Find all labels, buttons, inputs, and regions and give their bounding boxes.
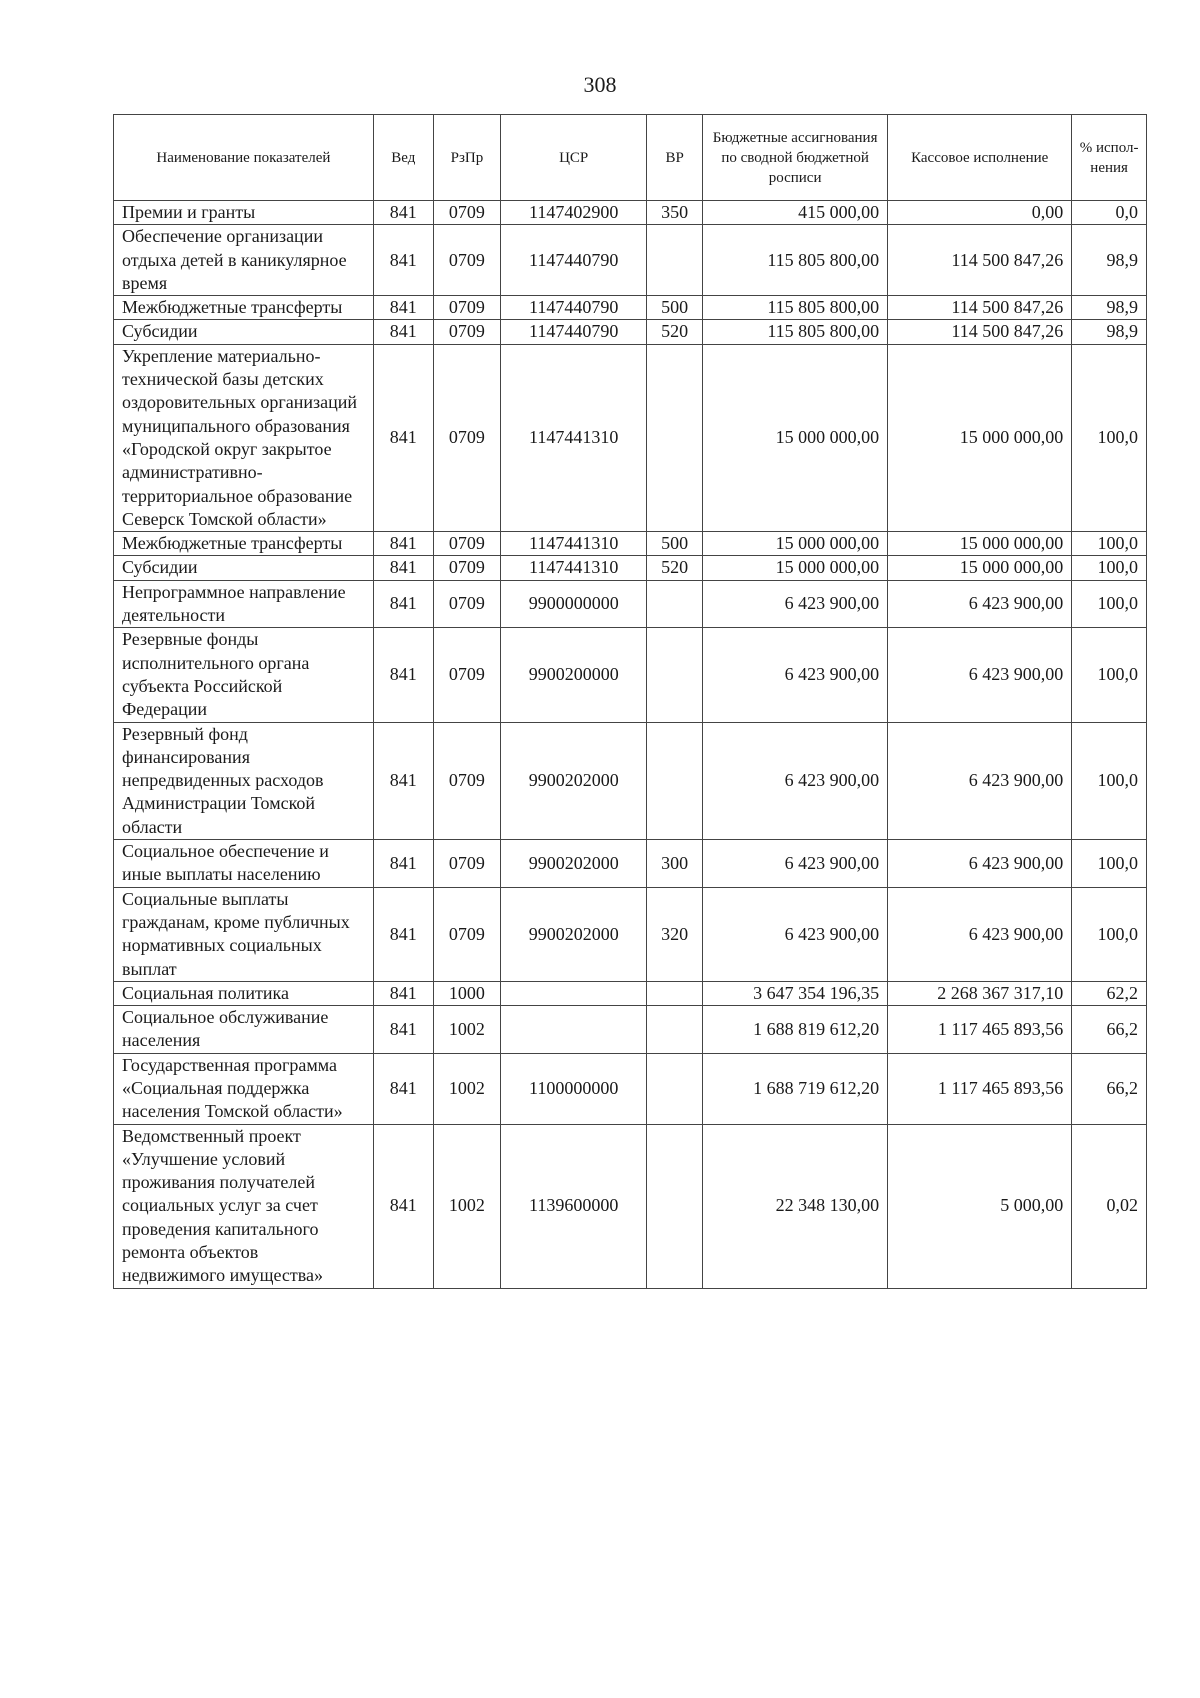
row-vr: 350 [647, 201, 703, 225]
row-name: Социальное обслуживание населения [114, 1006, 374, 1054]
row-vr: 520 [647, 320, 703, 344]
row-budget: 115 805 800,00 [703, 320, 888, 344]
table-row [114, 1124, 1147, 1288]
row-rzpr: 0709 [433, 201, 500, 225]
row-name: Субсидии [114, 320, 374, 344]
row-cash: 114 500 847,26 [888, 225, 1072, 296]
row-name: Обеспечение организации отдыха детей в каникулярное время [114, 225, 374, 296]
row-budget: 15 000 000,00 [703, 556, 888, 580]
row-pct: 100,0 [1072, 628, 1147, 722]
table-row [114, 344, 1147, 531]
row-csr: 1139600000 [501, 1124, 647, 1288]
row-rzpr: 0709 [433, 296, 500, 320]
row-ved: 841 [373, 722, 433, 839]
row-budget: 6 423 900,00 [703, 887, 888, 981]
row-budget: 6 423 900,00 [703, 628, 888, 722]
row-cash: 6 423 900,00 [888, 887, 1072, 981]
row-rzpr: 0709 [433, 320, 500, 344]
row-budget: 15 000 000,00 [703, 344, 888, 531]
table-row [114, 887, 1147, 981]
row-vr [647, 225, 703, 296]
header-cash: Кассовое исполнение [888, 115, 1072, 201]
row-csr: 1147441310 [501, 532, 647, 556]
row-ved: 841 [373, 320, 433, 344]
row-vr [647, 722, 703, 839]
table-row [114, 1006, 1147, 1054]
row-name: Субсидии [114, 556, 374, 580]
row-budget: 22 348 130,00 [703, 1124, 888, 1288]
row-vr [647, 981, 703, 1005]
row-rzpr: 0709 [433, 722, 500, 839]
row-ved: 841 [373, 344, 433, 531]
row-pct: 100,0 [1072, 580, 1147, 628]
row-rzpr: 0709 [433, 628, 500, 722]
row-ved: 841 [373, 201, 433, 225]
row-cash: 15 000 000,00 [888, 344, 1072, 531]
row-rzpr: 0709 [433, 580, 500, 628]
row-pct: 98,9 [1072, 225, 1147, 296]
row-budget: 3 647 354 196,35 [703, 981, 888, 1005]
row-ved: 841 [373, 887, 433, 981]
row-pct: 62,2 [1072, 981, 1147, 1005]
row-budget: 6 423 900,00 [703, 580, 888, 628]
row-pct: 100,0 [1072, 532, 1147, 556]
table-row [114, 201, 1147, 225]
row-name: Социальное обеспечение и иные выплаты населению [114, 840, 374, 888]
row-pct: 98,9 [1072, 296, 1147, 320]
row-pct: 0,02 [1072, 1124, 1147, 1288]
row-vr: 320 [647, 887, 703, 981]
row-ved: 841 [373, 225, 433, 296]
row-rzpr: 0709 [433, 532, 500, 556]
table-header-row [114, 115, 1147, 201]
row-name: Премии и гранты [114, 201, 374, 225]
header-vr: ВР [647, 115, 703, 201]
row-name: Ведомственный проект «Улучшение условий проживания получателей социальных услуг за счет проведения капитального ремонта объектов недвижимого имущества» [114, 1124, 374, 1288]
row-name: Государственная программа «Социальная поддержка населения Томской области» [114, 1053, 374, 1124]
row-name: Межбюджетные трансферты [114, 532, 374, 556]
row-rzpr: 1000 [433, 981, 500, 1005]
table-row [114, 981, 1147, 1005]
row-csr: 9900202000 [501, 840, 647, 888]
row-cash: 6 423 900,00 [888, 580, 1072, 628]
row-rzpr: 0709 [433, 887, 500, 981]
page-number: 308 [583, 72, 617, 97]
row-vr: 500 [647, 532, 703, 556]
row-name: Резервные фонды исполнительного органа субъекта Российской Федерации [114, 628, 374, 722]
row-cash: 15 000 000,00 [888, 556, 1072, 580]
row-budget: 415 000,00 [703, 201, 888, 225]
row-cash: 114 500 847,26 [888, 296, 1072, 320]
header-pct: % испол-нения [1072, 115, 1147, 201]
row-pct: 98,9 [1072, 320, 1147, 344]
row-csr: 9900202000 [501, 887, 647, 981]
row-rzpr: 1002 [433, 1053, 500, 1124]
row-cash: 15 000 000,00 [888, 532, 1072, 556]
row-ved: 841 [373, 556, 433, 580]
row-ved: 841 [373, 840, 433, 888]
row-cash: 6 423 900,00 [888, 722, 1072, 839]
table-row [114, 532, 1147, 556]
row-csr: 1147440790 [501, 225, 647, 296]
row-budget: 6 423 900,00 [703, 840, 888, 888]
row-csr: 1147402900 [501, 201, 647, 225]
row-rzpr: 0709 [433, 840, 500, 888]
row-vr [647, 1124, 703, 1288]
row-ved: 841 [373, 981, 433, 1005]
row-name: Межбюджетные трансферты [114, 296, 374, 320]
table-row [114, 840, 1147, 888]
row-ved: 841 [373, 628, 433, 722]
header-name: Наименование показателей [114, 115, 374, 201]
row-name: Социальные выплаты гражданам, кроме публичных нормативных социальных выплат [114, 887, 374, 981]
header-csr: ЦСР [501, 115, 647, 201]
row-csr: 1147440790 [501, 296, 647, 320]
row-ved: 841 [373, 532, 433, 556]
row-budget: 1 688 819 612,20 [703, 1006, 888, 1054]
row-pct: 66,2 [1072, 1006, 1147, 1054]
row-rzpr: 0709 [433, 344, 500, 531]
row-vr [647, 344, 703, 531]
row-pct: 100,0 [1072, 840, 1147, 888]
row-pct: 100,0 [1072, 887, 1147, 981]
row-csr [501, 1006, 647, 1054]
row-pct: 100,0 [1072, 556, 1147, 580]
row-cash: 6 423 900,00 [888, 840, 1072, 888]
row-pct: 0,0 [1072, 201, 1147, 225]
row-name: Социальная политика [114, 981, 374, 1005]
row-budget: 115 805 800,00 [703, 225, 888, 296]
row-ved: 841 [373, 1053, 433, 1124]
header-ved: Вед [373, 115, 433, 201]
header-budget: Бюджетные ассигнования по сводной бюджетной росписи [703, 115, 888, 201]
table-row [114, 320, 1147, 344]
row-ved: 841 [373, 580, 433, 628]
row-pct: 66,2 [1072, 1053, 1147, 1124]
row-budget: 115 805 800,00 [703, 296, 888, 320]
row-cash: 0,00 [888, 201, 1072, 225]
row-rzpr: 0709 [433, 556, 500, 580]
row-vr [647, 580, 703, 628]
row-csr: 9900000000 [501, 580, 647, 628]
row-budget: 1 688 719 612,20 [703, 1053, 888, 1124]
row-cash: 114 500 847,26 [888, 320, 1072, 344]
row-rzpr: 1002 [433, 1124, 500, 1288]
table-row [114, 628, 1147, 722]
table-row [114, 296, 1147, 320]
row-csr [501, 981, 647, 1005]
row-csr: 1147441310 [501, 556, 647, 580]
row-name: Непрограммное направление деятельности [114, 580, 374, 628]
row-vr [647, 628, 703, 722]
row-name: Резервный фонд финансирования непредвиденных расходов Администрации Томской области [114, 722, 374, 839]
row-csr: 9900200000 [501, 628, 647, 722]
row-ved: 841 [373, 1124, 433, 1288]
row-pct: 100,0 [1072, 344, 1147, 531]
table-row [114, 225, 1147, 296]
row-csr: 1147440790 [501, 320, 647, 344]
row-rzpr: 1002 [433, 1006, 500, 1054]
table-row [114, 556, 1147, 580]
row-csr: 1147441310 [501, 344, 647, 531]
header-rzpr: РзПр [433, 115, 500, 201]
row-cash: 2 268 367 317,10 [888, 981, 1072, 1005]
row-ved: 841 [373, 296, 433, 320]
row-vr [647, 1006, 703, 1054]
row-csr: 9900202000 [501, 722, 647, 839]
row-cash: 1 117 465 893,56 [888, 1053, 1072, 1124]
row-name: Укрепление материально-технической базы детских оздоровительных организаций муниципального образования «Городской округ закрытое административно-территориальное образование Северск Томской области» [114, 344, 374, 531]
row-vr: 520 [647, 556, 703, 580]
row-vr: 500 [647, 296, 703, 320]
row-budget: 15 000 000,00 [703, 532, 888, 556]
table-row [114, 580, 1147, 628]
row-rzpr: 0709 [433, 225, 500, 296]
row-pct: 100,0 [1072, 722, 1147, 839]
row-cash: 6 423 900,00 [888, 628, 1072, 722]
row-cash: 5 000,00 [888, 1124, 1072, 1288]
table-row [114, 722, 1147, 839]
budget-execution-table [113, 114, 1147, 1289]
row-cash: 1 117 465 893,56 [888, 1006, 1072, 1054]
row-csr: 1100000000 [501, 1053, 647, 1124]
row-vr: 300 [647, 840, 703, 888]
row-ved: 841 [373, 1006, 433, 1054]
row-vr [647, 1053, 703, 1124]
row-budget: 6 423 900,00 [703, 722, 888, 839]
table-row [114, 1053, 1147, 1124]
